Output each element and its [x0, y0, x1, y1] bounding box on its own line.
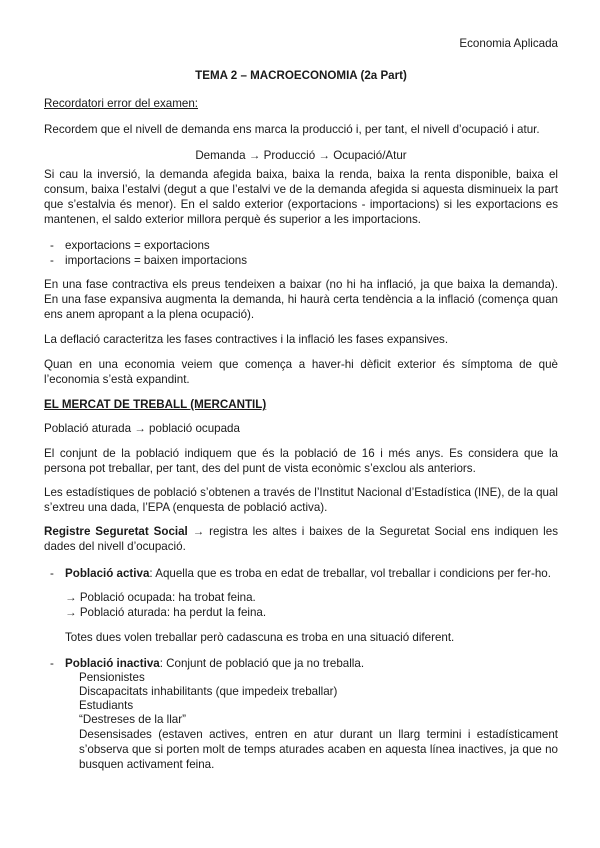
inactiva-rest: : Conjunt de població que ja no treballa.: [159, 657, 365, 670]
bullet-dash: -: [50, 254, 54, 267]
reminder-intro: Recordem que el nivell de demanda ens marca la producció i, per tant, el nivell d’ocupació i atur.: [44, 123, 540, 136]
course-header: Economia Aplicada: [459, 37, 558, 50]
registre-rest: → registra les altes i baixes de la Seguretat Social ens indiquen les dades del nivell d’ocupació.: [44, 525, 558, 553]
demand-chain: Demanda → Producció → Ocupació/Atur: [195, 149, 407, 162]
labor-heading: EL MERCAT DE TREBALL (MERCANTIL): [44, 398, 267, 411]
inactive-item: Pensionistes: [79, 671, 145, 684]
activa-bold: Població activa: [65, 567, 150, 580]
paragraph-phases: En una fase contractiva els preus tendeixen a baixar (no hi ha inflació, ja que baixa la demanda). En una fase expansiva augmenta la demanda, hi haurà certa tendència a la inflació (comença quan ens anem apropant a la plena ocupació).: [44, 278, 558, 321]
paragraph-registre: [44, 524, 558, 554]
inactive-item: Discapacitats inhabilitants (que impedeix treballar): [79, 685, 338, 698]
totes-dues: Totes dues volen treballar però cadascuna es troba en una situació diferent.: [65, 631, 455, 644]
bullet-dash: -: [50, 567, 54, 580]
bullet-inactiva: [65, 656, 558, 671]
paragraph-population: El conjunt de la població indiquem que és la població de 16 i més anys. Es considera que la persona pot treballar, per tant, des del punt de vista econòmic s’exclou als anteriors.: [44, 447, 558, 475]
page-title: TEMA 2 – MACROECONOMIA (2a Part): [195, 69, 407, 82]
paragraph-deficit: Quan en una economia veiem que comença a haver-hi dèficit exterior és símptoma de què l’economia s’està expandint.: [44, 358, 558, 386]
bullet-dash: -: [50, 657, 54, 670]
bullet-dash: -: [50, 239, 54, 252]
inactiva-bold: Població inactiva: [65, 657, 160, 670]
registre-bold: Registre Seguretat Social: [44, 525, 188, 538]
bullet-activa: [65, 566, 558, 581]
bullet-exports: exportacions = exportacions: [65, 239, 210, 252]
inactive-item: “Destreses de la llar”: [79, 713, 186, 726]
reminder-heading: Recordatori error del examen:: [44, 97, 199, 110]
paragraph-investment: Si cau la inversió, la demanda afegida baixa, baixa la renda, baixa la renta disponible, baixa el consum, baixa l’estalvi (degut a que l’estalvi ve de la demanda afegida si aquesta disminueix la part que s’estalvia és menor). En el saldo exterior (exportacions - importacions) si les exportacions es mantenen, el saldo exterior millora perquè és superior a les importacions.: [44, 168, 558, 226]
inactive-desensisades: Desensisades (estaven actives, entren en atur durant un llarg termini i estadísticament s’observa que si porten molt de temps aturades acaben en aquesta línea inactives, ja que no busquen activament feina.: [79, 728, 558, 771]
activa-rest: : Aquella que es troba en edat de treballar, vol treballar i condicions per fer-ho.: [149, 567, 551, 580]
bullet-imports: importacions = baixen importacions: [65, 254, 248, 267]
labor-flow: Població aturada → població ocupada: [44, 422, 240, 435]
item-ocupada: → Població ocupada: ha trobat feina.: [65, 591, 256, 604]
paragraph-deflation: La deflació caracteritza les fases contractives i la inflació les fases expansives.: [44, 333, 449, 346]
inactive-item: Estudiants: [79, 699, 134, 712]
item-aturada: → Població aturada: ha perdut la feina.: [65, 606, 267, 619]
paragraph-statistics: Les estadístiques de població s’obtenen a través de l’Institut Nacional d’Estadística (INE), de la qual s’extreu una dada, l’EPA (enquesta de població activa).: [44, 486, 558, 514]
